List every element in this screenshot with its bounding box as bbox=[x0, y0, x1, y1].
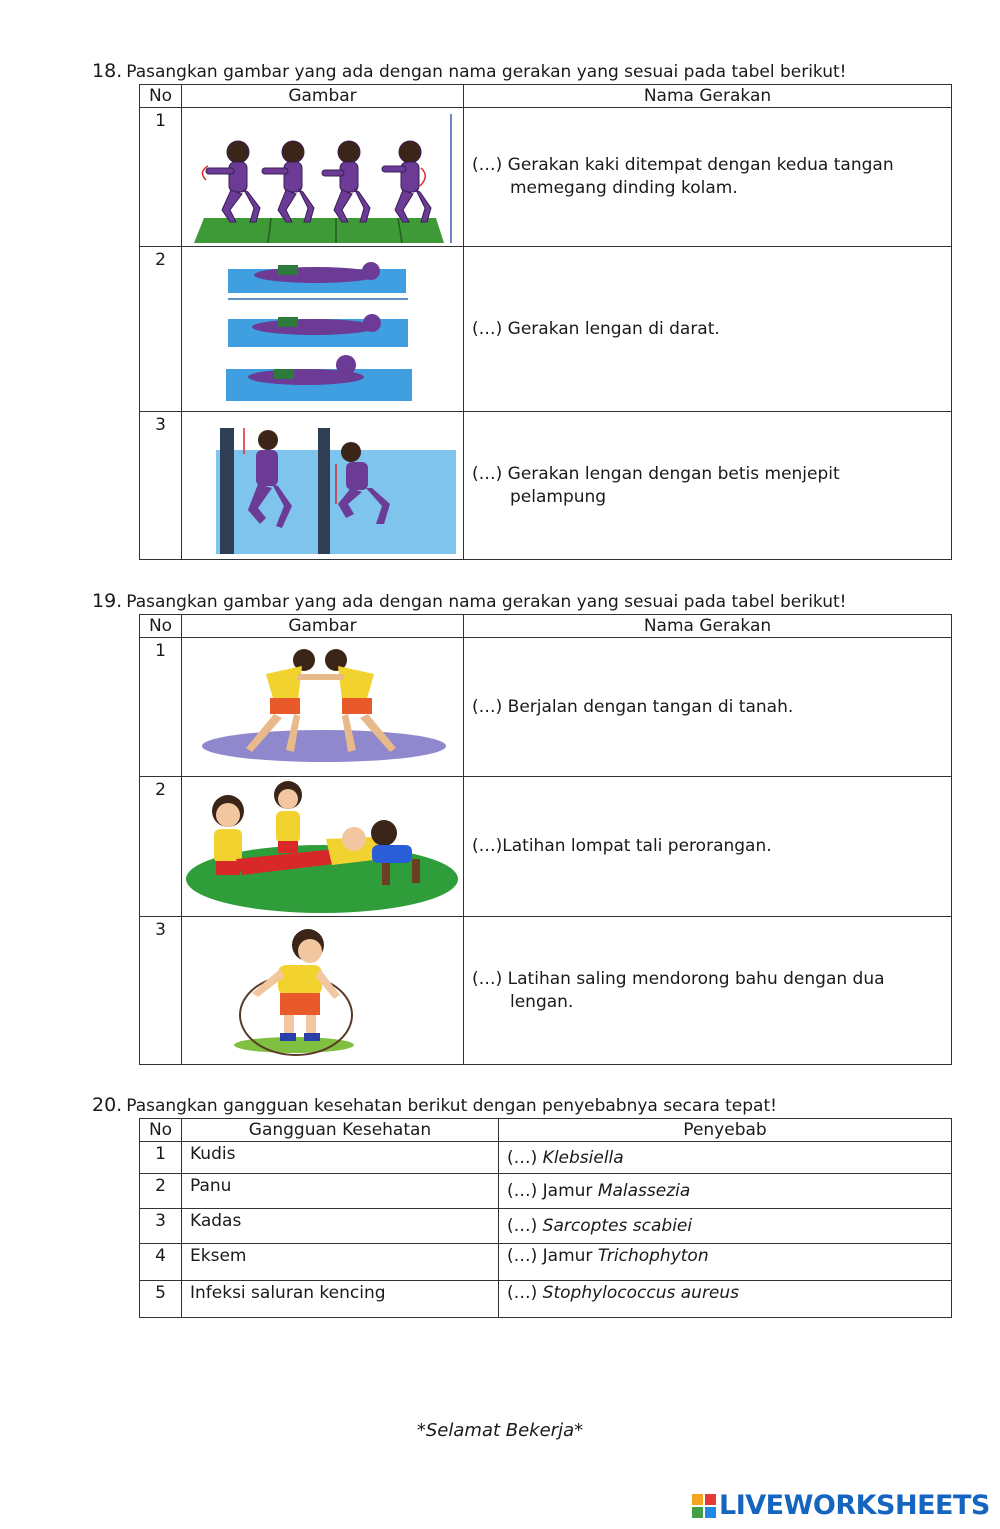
movement-name-cell bbox=[464, 638, 952, 777]
arm-movement-on-land-illustration bbox=[186, 110, 458, 243]
movement-name-line1: (…) Gerakan lengan dengan betis menjepit bbox=[472, 463, 840, 484]
row-number: 1 bbox=[140, 1142, 182, 1174]
row-number: 2 bbox=[155, 250, 166, 270]
cause-prefix: (…) bbox=[507, 1147, 543, 1168]
table-row bbox=[140, 1209, 952, 1244]
table-row bbox=[140, 1142, 952, 1174]
movement-name-cell bbox=[464, 412, 952, 560]
row-number: 3 bbox=[155, 415, 166, 435]
header-disorder: Gangguan Kesehatan bbox=[182, 1119, 499, 1142]
table-row bbox=[140, 412, 952, 560]
wall-holding-kick-illustration bbox=[186, 414, 458, 556]
row-number: 3 bbox=[140, 1209, 182, 1244]
table-row bbox=[140, 108, 952, 247]
header-cause: Penyebab bbox=[499, 1119, 952, 1142]
row-number-cell bbox=[140, 247, 182, 412]
disorder-cell: Kadas bbox=[182, 1209, 499, 1244]
cause-prefix: (…) Jamur bbox=[507, 1181, 598, 1201]
movement-name-line1: (…)Latihan lompat tali perorangan. bbox=[472, 836, 772, 856]
row-number-cell bbox=[140, 917, 182, 1065]
question-18-table bbox=[139, 84, 952, 560]
wheelbarrow-walk-illustration bbox=[186, 779, 458, 913]
cause-prefix: (…) bbox=[507, 1216, 543, 1236]
movement-name-line2: memegang dinding kolam. bbox=[510, 178, 738, 198]
row-number-cell bbox=[140, 638, 182, 777]
picture-cell bbox=[182, 638, 464, 777]
table-row bbox=[140, 1281, 952, 1318]
question-instruction: Pasangkan gambar yang ada dengan nama gerakan yang sesuai pada tabel berikut! bbox=[126, 62, 847, 82]
cause-name: Klebsiella bbox=[542, 1147, 624, 1168]
header-picture: Gambar bbox=[182, 615, 464, 638]
cause-cell bbox=[499, 1142, 952, 1174]
picture-cell bbox=[182, 917, 464, 1065]
header-no: No bbox=[140, 615, 182, 638]
row-number: 4 bbox=[140, 1244, 182, 1281]
header-picture: Gambar bbox=[182, 85, 464, 108]
row-number-cell bbox=[140, 777, 182, 917]
table-header-row bbox=[140, 1119, 952, 1142]
cause-cell bbox=[499, 1244, 952, 1281]
header-name: Nama Gerakan bbox=[464, 615, 952, 638]
row-number-cell bbox=[140, 108, 182, 247]
table-row bbox=[140, 917, 952, 1065]
movement-name-line1: (…) Latihan saling mendorong bahu dengan dua bbox=[472, 968, 885, 989]
header-no: No bbox=[140, 1119, 182, 1142]
cause-name: Malassezia bbox=[597, 1181, 691, 1201]
header-name: Nama Gerakan bbox=[464, 85, 952, 108]
table-row bbox=[140, 638, 952, 777]
row-number: 3 bbox=[155, 920, 166, 940]
movement-name-line1: (…) Berjalan dengan tangan di tanah. bbox=[472, 696, 794, 717]
movement-name-line1: (…) Gerakan lengan di darat. bbox=[472, 318, 720, 339]
table-header-row bbox=[140, 85, 952, 108]
row-number-cell bbox=[140, 412, 182, 560]
picture-cell bbox=[182, 247, 464, 412]
question-20-table bbox=[139, 1118, 952, 1318]
movement-name-cell bbox=[464, 777, 952, 917]
movement-name-line2: lengan. bbox=[510, 991, 574, 1012]
row-number: 1 bbox=[155, 641, 166, 661]
disorder-cell: Eksem bbox=[182, 1244, 499, 1281]
logo-blocks-icon bbox=[692, 1494, 716, 1518]
picture-cell bbox=[182, 108, 464, 247]
picture-cell bbox=[182, 412, 464, 560]
question-number: 19. bbox=[92, 590, 123, 612]
question-number: 20. bbox=[92, 1094, 123, 1116]
closing-message: *Selamat Bekerja* bbox=[416, 1420, 584, 1441]
table-row bbox=[140, 777, 952, 917]
movement-name-line2: pelampung bbox=[510, 486, 607, 507]
disorder-cell: Infeksi saluran kencing bbox=[182, 1281, 499, 1318]
question-instruction: Pasangkan gangguan kesehatan berikut dengan penyebabnya secara tepat! bbox=[126, 1096, 777, 1116]
disorder-cell: Panu bbox=[182, 1174, 499, 1209]
swimming-kick-illustration bbox=[186, 249, 458, 407]
table-row bbox=[140, 1174, 952, 1209]
shoulder-push-illustration bbox=[186, 640, 458, 773]
jump-rope-illustration bbox=[186, 919, 458, 1061]
row-number: 5 bbox=[140, 1281, 182, 1318]
table-header-row bbox=[140, 615, 952, 638]
question-20-heading bbox=[92, 1094, 777, 1116]
question-instruction: Pasangkan gambar yang ada dengan nama gerakan yang sesuai pada tabel berikut! bbox=[126, 592, 847, 612]
movement-name-cell bbox=[464, 108, 952, 247]
table-row bbox=[140, 1244, 952, 1281]
movement-name-cell bbox=[464, 917, 952, 1065]
disorder-cell: Kudis bbox=[182, 1142, 499, 1174]
cause-prefix: (…) bbox=[507, 1283, 543, 1303]
row-number: 2 bbox=[155, 780, 166, 800]
cause-cell bbox=[499, 1209, 952, 1244]
cause-cell bbox=[499, 1174, 952, 1209]
picture-cell bbox=[182, 777, 464, 917]
liveworksheets-logo bbox=[692, 1490, 990, 1521]
row-number: 2 bbox=[140, 1174, 182, 1209]
cause-name: Stophylococcus aureus bbox=[542, 1283, 740, 1303]
brand-name: LIVEWORKSHEETS bbox=[719, 1490, 990, 1521]
cause-name: Trichophyton bbox=[597, 1246, 709, 1266]
cause-name: Sarcoptes scabiei bbox=[542, 1216, 693, 1236]
header-no: No bbox=[140, 85, 182, 108]
cause-prefix: (…) Jamur bbox=[507, 1246, 598, 1266]
question-19-table bbox=[139, 614, 952, 1065]
question-18-heading bbox=[92, 60, 847, 82]
table-row bbox=[140, 247, 952, 412]
row-number: 1 bbox=[155, 111, 166, 131]
question-19-heading bbox=[92, 590, 847, 612]
question-number: 18. bbox=[92, 60, 123, 82]
movement-name-cell bbox=[464, 247, 952, 412]
cause-cell bbox=[499, 1281, 952, 1318]
movement-name-line1: (…) Gerakan kaki ditempat dengan kedua tangan bbox=[472, 155, 894, 175]
